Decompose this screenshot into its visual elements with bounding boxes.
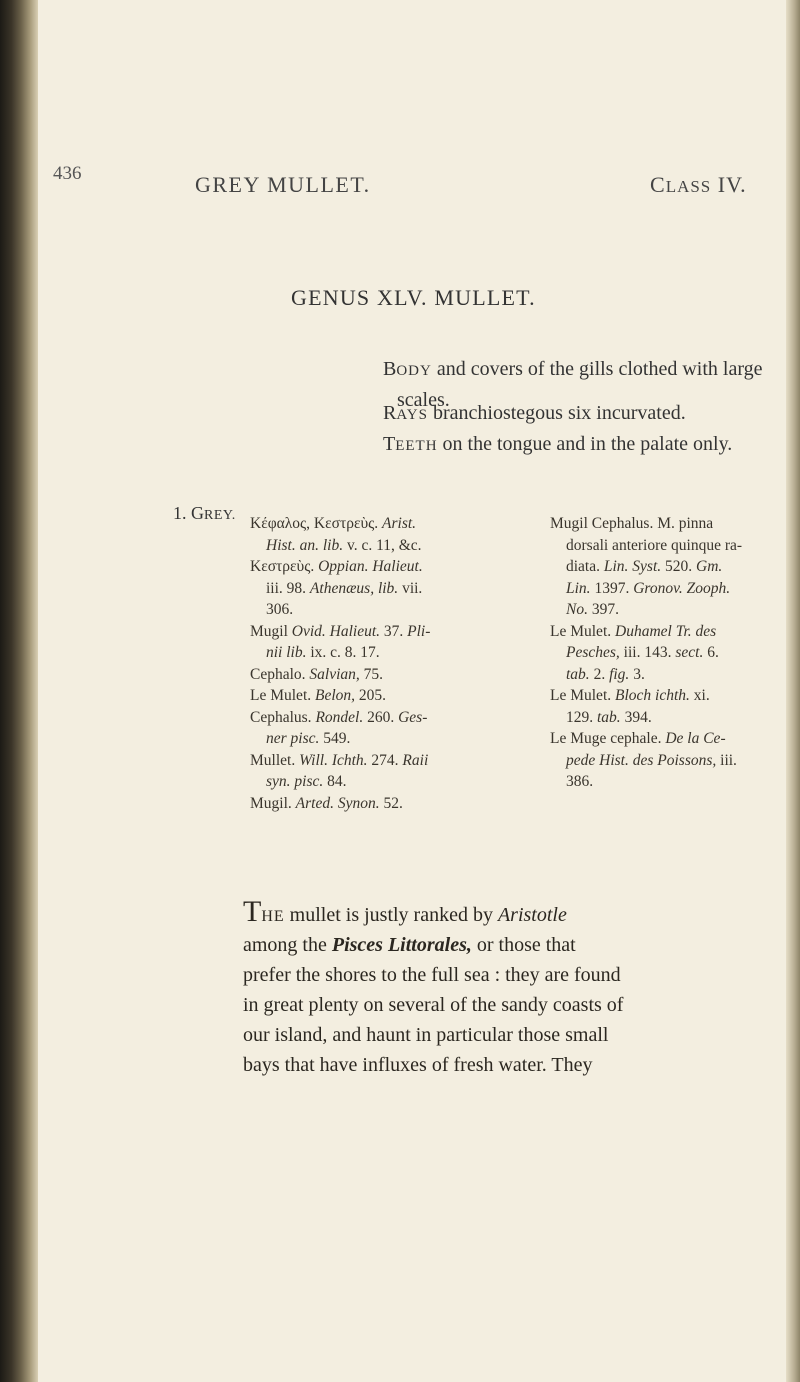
page-number: 436 <box>53 163 82 184</box>
syn-left-line <box>250 642 540 664</box>
body-line-2a: among the <box>243 934 332 956</box>
syn-right-after2: 6. <box>703 644 719 661</box>
syn-left-line <box>250 707 540 729</box>
body-line-2c: or those that <box>471 934 576 956</box>
syn-left-italic: Athenæus, lib. <box>309 579 399 597</box>
character-teeth <box>383 430 732 461</box>
syn-left-plain: Le Mulet. <box>250 687 315 704</box>
character-body-text-2: scales. <box>397 389 450 411</box>
syn-left-plain: Cephalus. <box>250 708 316 726</box>
syn-right-plain: 129. <box>566 708 597 726</box>
character-teeth-lead: EETH <box>395 438 438 454</box>
syn-right-italic: Pesches, <box>566 644 620 661</box>
syn-right-plain: diata. <box>566 558 604 575</box>
character-rays <box>383 399 686 430</box>
syn-right-plain: Mugil Cephalus. M. pinna <box>550 515 714 532</box>
syn-left-after: 274. <box>367 751 403 769</box>
syn-right-plain: Le Mulet. <box>550 622 615 640</box>
character-body-cap: B <box>383 358 397 380</box>
syn-right-italic: Duhamel Tr. des <box>615 622 717 640</box>
syn-left-italic: Ovid. Halieut. <box>291 622 381 640</box>
syn-left-italic: syn. pisc. <box>266 773 324 790</box>
syn-left-plain: Cephalo. <box>250 665 310 683</box>
character-body-text: and covers of the gills clothed with large <box>431 358 763 380</box>
syn-left-line <box>250 750 540 772</box>
syn-left-line <box>250 728 540 750</box>
syn-right-italic2: Gronov. Zooph. <box>633 579 731 597</box>
syn-left-italic2: Raii <box>402 751 429 769</box>
syn-right-line <box>550 621 800 643</box>
syn-right-line <box>550 556 800 578</box>
syn-right-after: iii. 143. <box>619 644 676 661</box>
syn-left-line <box>250 793 540 815</box>
syn-left-line <box>250 535 540 557</box>
syn-left-line <box>250 599 540 621</box>
syn-left-after: 84. <box>323 773 347 790</box>
syn-left-plain: Mullet. <box>250 751 300 769</box>
syn-left-after: 37. <box>380 622 408 640</box>
syn-left-italic: Hist. an. lib. <box>266 536 344 554</box>
class-label-rest: LASS <box>665 177 712 196</box>
syn-left-italic2: Ges- <box>398 708 428 726</box>
syn-right-line <box>550 707 800 729</box>
syn-left-after: 549. <box>319 730 351 747</box>
page-edge <box>786 0 800 1382</box>
syn-right-after: 1397. <box>590 579 634 597</box>
species-cap: G <box>191 503 204 523</box>
synonyms-right-column <box>550 513 800 793</box>
running-head: GREY MULLET. <box>195 172 371 197</box>
character-teeth-cap: T <box>383 433 396 455</box>
syn-left-line <box>250 771 540 793</box>
syn-right-italic: Bloch ichth. <box>615 687 690 704</box>
syn-left-italic: nii lib. <box>266 644 307 661</box>
syn-left-after: 260. <box>363 708 399 726</box>
syn-right-line <box>550 535 800 557</box>
syn-right-after: iii. <box>716 751 737 769</box>
body-line-5: our island, and haunt in particular those small <box>243 1024 609 1046</box>
syn-right-after: 2. <box>589 665 610 683</box>
character-rays-lead: AYS <box>396 407 428 423</box>
book-binding-shadow <box>0 0 38 1382</box>
syn-left-after: 75. <box>359 665 384 683</box>
syn-left-italic: Belon, <box>315 687 356 704</box>
syn-right-plain: Le Mulet. <box>550 687 615 704</box>
body-line-3: prefer the shores to the full sea : they are found <box>243 964 621 986</box>
syn-right-after2: 3. <box>629 665 645 683</box>
class-label-cap: C <box>650 172 666 197</box>
syn-left-line <box>250 664 540 686</box>
syn-left-line <box>250 578 540 600</box>
syn-left-plain: 306. <box>266 601 294 618</box>
syn-right-italic: Lin. Syst. <box>603 558 662 575</box>
synonyms-left-column <box>250 513 540 814</box>
syn-right-italic: Lin. <box>566 579 591 597</box>
syn-right-line <box>550 750 800 772</box>
character-rays-text: branchiostegous six incurvated. <box>427 402 686 424</box>
syn-right-after: xi. <box>689 687 710 704</box>
syn-right-line <box>550 728 800 750</box>
syn-right-after: 394. <box>620 708 652 726</box>
body-line-1a: mullet is justly ranked by <box>284 904 498 926</box>
syn-left-line <box>250 621 540 643</box>
body-paragraph <box>243 895 800 1080</box>
syn-left-plain: Mugil <box>250 622 292 640</box>
syn-right-line <box>550 685 800 707</box>
syn-right-plain: dorsali anteriore quinque ra- <box>566 536 743 554</box>
body-line-2b: Pisces Littorales, <box>331 934 472 956</box>
drop-cap: T <box>243 895 262 928</box>
syn-left-line <box>250 556 540 578</box>
character-teeth-text: on the tongue and in the palate only. <box>437 433 733 455</box>
syn-left-italic: Oppian. Halieut. <box>318 558 423 575</box>
syn-left-italic: Arted. Synon. <box>295 794 380 812</box>
syn-left-after: 205. <box>355 687 387 704</box>
syn-right-line <box>550 599 800 621</box>
body-line-6: bays that have influxes of fresh water. They <box>243 1054 593 1076</box>
syn-right-line <box>550 642 800 664</box>
body-line-4: in great plenty on several of the sandy coasts of <box>243 994 624 1016</box>
syn-right-italic: De la Ce- <box>665 730 726 747</box>
species-label <box>173 503 236 524</box>
syn-right-line <box>550 578 800 600</box>
syn-right-italic: tab. <box>597 708 621 726</box>
class-label <box>650 172 747 198</box>
syn-left-italic2: Pli- <box>407 622 431 640</box>
character-rays-cap: R <box>383 402 397 424</box>
syn-right-italic2: fig. <box>609 665 630 683</box>
syn-left-italic: Will. Ichth. <box>299 751 368 769</box>
syn-left-italic: Arist. <box>382 515 417 532</box>
syn-right-italic: pede Hist. des Poissons, <box>566 751 717 769</box>
species-rest: REY. <box>204 508 236 523</box>
species-number: 1. <box>173 503 187 523</box>
syn-left-italic: ner pisc. <box>266 730 320 747</box>
syn-left-plain: iii. 98. <box>266 579 310 597</box>
syn-right-line <box>550 664 800 686</box>
class-label-numeral: IV. <box>717 172 747 197</box>
syn-right-plain: 386. <box>566 773 594 790</box>
syn-right-after: 397. <box>587 601 619 618</box>
syn-left-italic: Rondel. <box>315 708 364 726</box>
syn-left-after: 52. <box>379 794 403 812</box>
syn-right-plain: Le Muge cephale. <box>550 730 666 747</box>
syn-left-plain: Mugil. <box>250 794 296 812</box>
syn-right-italic2: sect. <box>675 644 704 661</box>
syn-left-line <box>250 685 540 707</box>
body-line-1b: Aristotle <box>497 904 567 926</box>
syn-left-italic: Salvian, <box>309 665 360 683</box>
syn-left-after: vii. <box>398 579 423 597</box>
syn-right-line <box>550 771 800 793</box>
book-page <box>38 0 786 1382</box>
syn-right-italic: tab. <box>566 665 590 683</box>
syn-left-line <box>250 513 540 535</box>
syn-left-plain: Κέφαλος, Κεστρεὺς. <box>250 515 383 532</box>
syn-right-italic2: Gm. <box>696 558 723 575</box>
genus-title: GENUS XLV. MULLET. <box>291 285 536 310</box>
syn-right-italic: No. <box>566 601 588 618</box>
character-body-lead: ODY <box>396 363 432 379</box>
syn-left-after: ix. c. 8. 17. <box>306 644 380 661</box>
syn-left-after: v. c. 11, &c. <box>343 536 422 554</box>
syn-right-line <box>550 513 800 535</box>
syn-right-after: 520. <box>661 558 697 575</box>
body-lead: HE <box>261 908 285 925</box>
syn-left-plain: Κεστρεὺς. <box>250 558 319 575</box>
